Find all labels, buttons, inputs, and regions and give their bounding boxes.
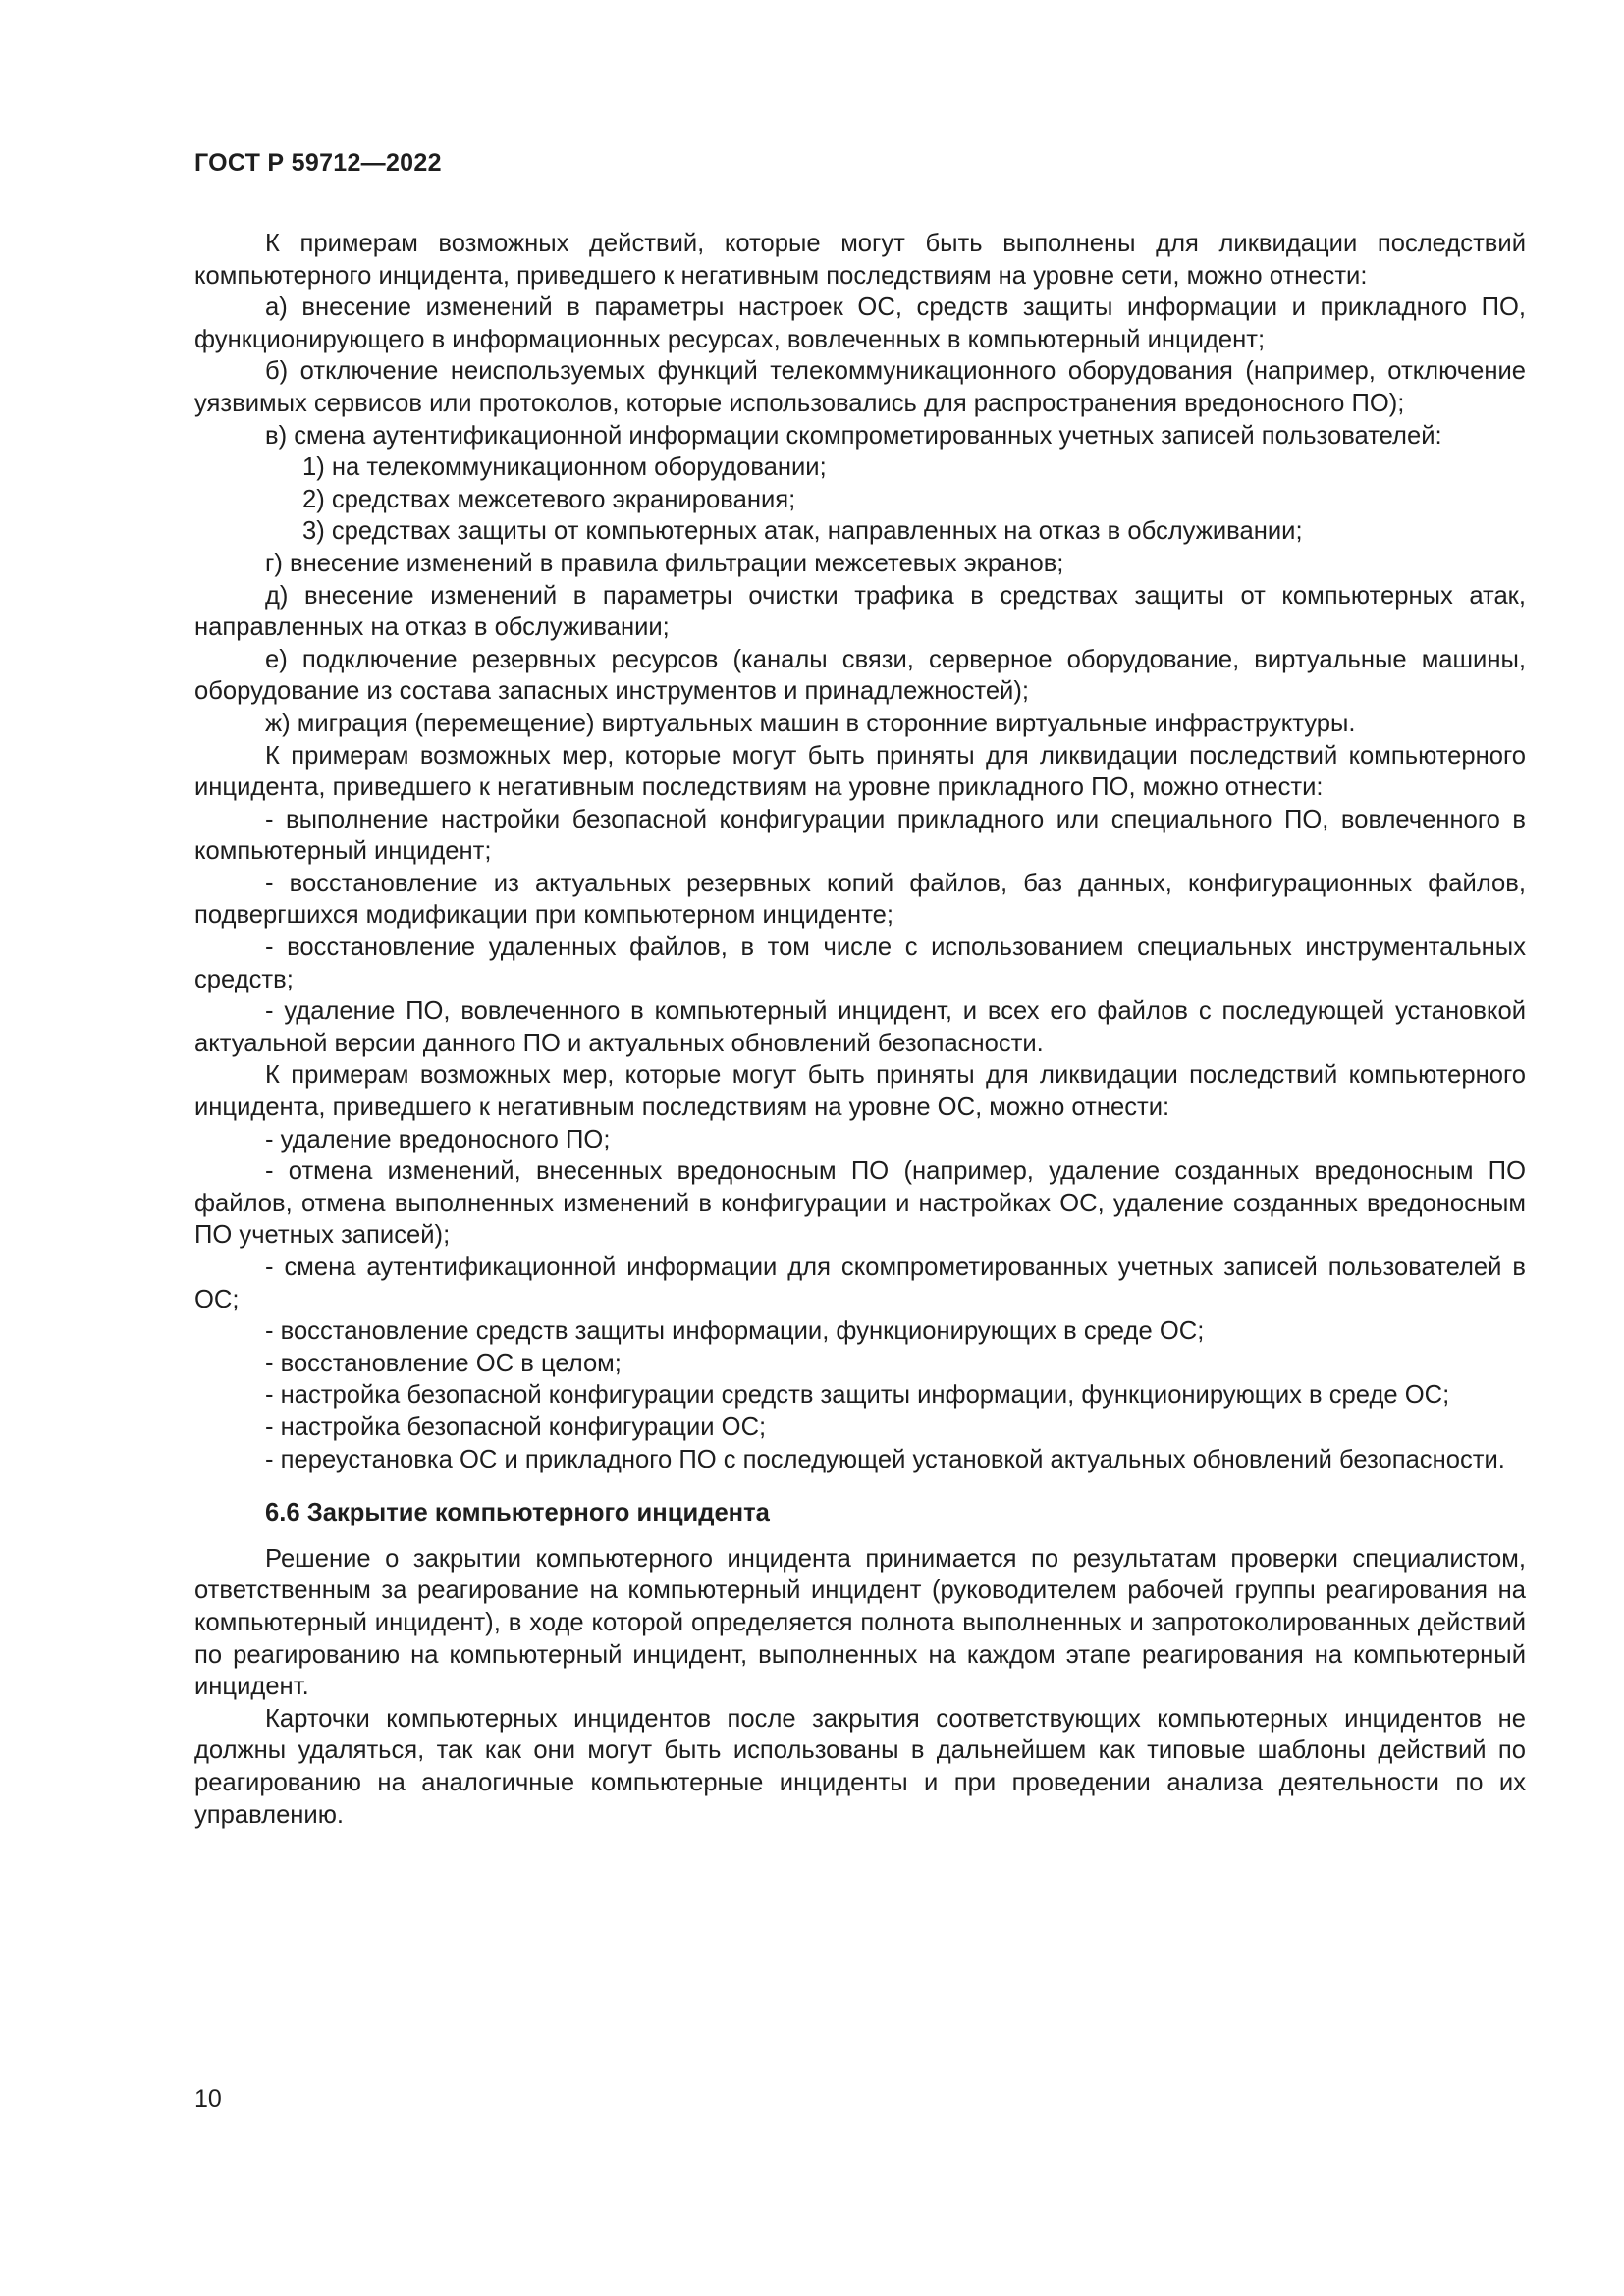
list-item: г) внесение изменений в правила фильтрации межсетевых экранов; [265, 549, 1064, 577]
document-code: ГОСТ Р 59712—2022 [194, 149, 442, 177]
paragraph: Решение о закрытии компьютерного инцидента принимается по результатам проверки специалистом, ответственным за реагирование на компьютерный инцидент (руководителем рабочей группы реагирования на компьютерный инцидент), в ходе которой определяется полнота выполненных и запротоколированных действий по реагированию на компьютерный инцидент, выполненных на каждом этапе реагирования на компьютерный инцидент. [194, 1544, 1526, 1701]
list-item: - переустановка ОС и прикладного ПО с последующей установкой актуальных обновлений безопасности. [265, 1445, 1505, 1473]
list-item: - выполнение настройки безопасной конфигурации прикладного или специального ПО, вовлеченного в компьютерный инцидент; [194, 805, 1526, 866]
sub-list-item: 1) на телекоммуникационном оборудовании; [302, 454, 827, 482]
paragraph: К примерам возможных мер, которые могут быть приняты для ликвидации последствий компьютерного инцидента, приведшего к негативным последствиям на уровне ОС, можно отнести: [194, 1061, 1526, 1122]
list-item: - настройка безопасной конфигурации ОС; [265, 1413, 767, 1441]
page-number: 10 [194, 2085, 222, 2112]
list-item: - восстановление средств защиты информации, функционирующих в среде ОС; [265, 1317, 1205, 1346]
list-item: д) внесение изменений в параметры очистки трафика в средствах защиты от компьютерных атак, направленных на отказ в обслуживании; [194, 581, 1526, 642]
list-item: - восстановление удаленных файлов, в том числе с использованием специальных инструментальных средств; [194, 934, 1526, 993]
list-item: ж) миграция (перемещение) виртуальных машин в сторонние виртуальные инфраструктуры. [265, 709, 1356, 737]
list-item: - восстановление из актуальных резервных копий файлов, баз данных, конфигурационных файлов, подвергшихся модификации при компьютерном инциденте; [194, 869, 1526, 930]
list-item: - удаление ПО, вовлеченного в компьютерный инцидент, и всех его файлов с последующей установкой актуальной версии данного ПО и актуальных обновлений безопасности. [194, 997, 1526, 1057]
list-item: е) подключение резервных ресурсов (каналы связи, серверное оборудование, виртуальные машины, оборудование из состава запасных инструментов и принадлежностей); [194, 645, 1526, 706]
sub-list-item: 2) средствах межсетевого экранирования; [302, 485, 796, 513]
sub-list-item: 3) средствах защиты от компьютерных атак, направленных на отказ в обслуживании; [302, 517, 1303, 546]
section-heading: 6.6 Закрытие компьютерного инцидента [265, 1499, 770, 1527]
list-item: а) внесение изменений в параметры настроек ОС, средств защиты информации и прикладного ПО, функционирующего в информационных ресурсах, вовлеченных в компьютерный инцидент; [194, 294, 1526, 353]
paragraph: Карточки компьютерных инцидентов после закрытия соответствующих компьютерных инцидентов не должны удаляться, так как они могут быть использованы в дальнейшем как типовые шаблоны действий по реагированию на аналогичные компьютерные инциденты и при проведении анализа деятельности по их управлению. [194, 1704, 1526, 1829]
paragraph: К примерам возможных действий, которые могут быть выполнены для ликвидации последствий компьютерного инцидента, приведшего к негативным последствиям на уровне сети, можно отнести: [194, 230, 1526, 290]
document-body [194, 228, 1526, 1831]
list-item: - восстановление ОС в целом; [265, 1349, 622, 1377]
paragraph: К примерам возможных мер, которые могут быть приняты для ликвидации последствий компьютерного инцидента, приведшего к негативным последствиям на уровне прикладного ПО, можно отнести: [194, 741, 1526, 802]
list-item: - настройка безопасной конфигурации средств защиты информации, функционирующих в среде ОС; [265, 1381, 1450, 1410]
list-item: - удаление вредоносного ПО; [265, 1125, 611, 1153]
list-item: - смена аутентификационной информации для скомпрометированных учетных записей пользователей в ОС; [194, 1254, 1526, 1313]
list-item: - отмена изменений, внесенных вредоносным ПО (например, удаление созданных вредоносным ПО файлов, отмена выполненных изменений в конфигурации и настройках ОС, удаление созданных вредоносным ПО учетных записей); [194, 1157, 1526, 1250]
list-item: б) отключение неиспользуемых функций телекоммуникационного оборудования (например, отключение уязвимых сервисов или протоколов, которые использовались для распространения вредоносного ПО); [194, 357, 1526, 417]
list-item: в) смена аутентификационной информации скомпрометированных учетных записей пользователей: [265, 421, 1442, 450]
